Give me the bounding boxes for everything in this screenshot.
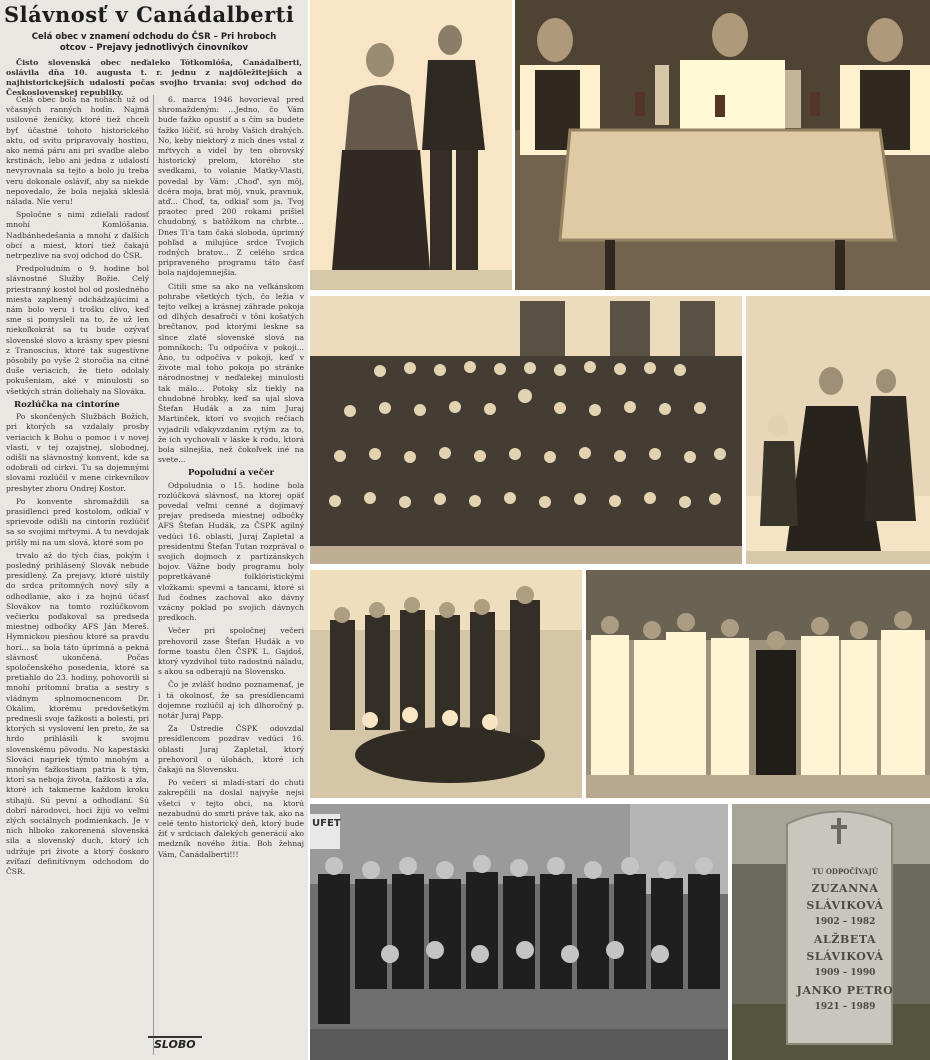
inscription-line: JANKO PETRO	[796, 984, 894, 997]
photo-folk-group	[310, 570, 582, 798]
photo-confirmation-group	[586, 570, 930, 798]
paragraph: trvalo až do tých čias, pokým i posledný prihlásený Slovák nebude presídlený. Za prejavy, ktoré uistily do srdca prítomných nový síly a odhodlanie, ako i za hojnú účasť Slovákov na tomto rozlúčkovom večierku poďakoval sa predseda miestnej odbočky AFS Ján Mereš. Hymnickou piesňou ktoré sa pravdu hori... sa bola táto úprimná a pekná slávnosť ukončená. Počas spoločenského posedenia, ktoré sa pretiahlo do 23. hodiny, pohovorili si mnohí prítomní bratia a sestry s vládnym splnomocnencom Dr. Okálim, ktorému predovšetkým prednesli svoje ťažkosti a bolesti, pri ktorých si vyslovení len preto, že sa hrdo prihlásili k svojmu slovenskému pôvodu. No kapestáski Slováci napriek týmto mnohým a mnohým ťažkostiam patria k tým, ktorí sa neboja života, ťažkosti a zla, ktoré ich takmerne každom kroku stihajú. Sú pevní a odhodlaní. Sú dobrí národovci, hoci žijú vo veľmi zlých sociálnych podmienkach. Je v nich hlboko zakorenená slovenská sila a slovenský duch, ktorý ich udržuje pri živote a ktorý čoskoro zvíťazí definitívnym odchodom do ČSR.	[6, 550, 149, 877]
paragraph: Odpoludnia o 15. hodine bola rozlúčková slávnosť, na ktorej opäť povedal veľmi cenné a dojímavý prejav predseda miestnej odbočky AFS Štefan Hudák, za ČSPK agilný vedúci 16. oblasti, Juraj Zapletal a presidentmi Štefan Tutan rozprával o svojich dojmoch z partizánskych bojov. Vážne body programu boly popretkávané folklóristickými vložkami: spevmi a tancami, ktoré si ľud čodnes zachoval ako dávny vzácny poklad po svojich dávnych predkoch.	[158, 480, 304, 623]
photo-school-class	[310, 296, 742, 564]
paragraph: Citili sme sa ako na veľkánskom pohrabe všetkých tých, čo ležia v tejto veľkej a krásnej záhrade pokoja od dlhých desaťročí v tôni košatých brečtanov, pod ktorými leskne sa slnce zlaté slovenské slová na pomníkoch: Tu odpočíva v pokoji... Áno, tu odpočíva v pokoji, keď v živote mal toho pokoja po stránke národnostnej v neďalekej minulosti tak málo... Potoky sĺz tiekly na chudobné hrobky, keď sa ujal slova Štefan Hudák a za ním Juraj Martinček, ktorí vo svojich rečiach vyjadrili vďakyvzdaním rytým za to, že ich vychovali v láske k rodu, ktorá bola silnejšia, než čokoľvek iné na svete...	[158, 281, 304, 465]
paragraph: Po večeri si mladí-starí do chuti zakrepčili na doslal najvyše nejsi všetci v tejto obci, na ktorú nezabudnú do smrti práve tak, ako na celé tento historický deň, ktorý bude žiť v srdciach ďalekých generácií ako medzník nového žitia. Boh žehnaj Vám, Čanádalberti!!!	[158, 778, 304, 859]
banner-sign: UFET	[312, 818, 341, 829]
inscription-line: SLÁVIKOVÁ	[806, 899, 884, 912]
paragraph: Čo je zvlášť hodno poznamenať, je i tá okolnosť, že sa presídlencami dojemne rozlúčil aj ich dlhoročný p. notár Juraj Papp.	[158, 680, 304, 720]
paragraph: Celá obec bola na nohách už od včasných ranných hodín. Najmä usilovné ženičky, ktoré tiež chceli byť účastné tohoto historického aktu, od svitu pripravovaly hostinu, ako nemá páru ani pri svadbe alebo krstinách, lebo ani jedna z udalostí nevyrovnala sa tejto a bolo ju treba veru dokonale osláviť, aby sa niekde nepovedalo, že bola nejaká skleslá nálada. Nie veru!	[6, 95, 149, 207]
photo-couple-portrait	[310, 0, 512, 290]
paragraph: Po konvente shromaždili sa prasidlenci pred kostolom, odkiaľ v sprievode odišli na cintorín rozlúčiť sa so svojimi mŕtvymi. A tu nevdojak prišly mi na um slová, ktoré som po	[6, 496, 149, 547]
newspaper-clipping	[0, 0, 308, 1060]
inscription-line: 1921 – 1989	[814, 1002, 876, 1012]
newspaper-lead	[6, 58, 302, 97]
paragraph: Po skončených Službách Božích, pri ktorých sa vzdalaly prosby veriacich k Bohu o pomoc i v novej vlasti, v tej ozajstnej, slobodnej, odišli na slávnostný konvent, kde sa odobrali od cirkvi. Tu sa dojemnými slovami rozlúčil v mene cirkevníkov presbyter zboru Ondrej Kostor.	[6, 412, 149, 493]
paragraph: Večer pri spoločnej večeri prehovoril zase Štefan Hudák a vo forme toastu člen ČSPK L. Gajdoš, ktorý vyzdvihol túto radostnú náladu, s akou sa odberajú na Slovensko.	[158, 626, 304, 677]
gravestone-inscription	[790, 863, 900, 1016]
paragraph: 6. marca 1946 hovorieval pred shromaždeným: ...Jedno, čo Vám bude ťažko opustiť a s čím sa budete ťažko lúčiť, sú hroby Vašich drahých. No, keby niektorý z nich dnes vstal z mŕtvych a videl by ten obrovský historický prelom, ktorého ste svedkami, to volanie Matky-Vlasti, povedal by Vám: ‚Choď', syn môj, dcéra moja, brat môj, vnuk, pravnuk, atď... Choď, ta, odkiaľ som ja. Tvoj praotec pred 200 rokami prišiel chudobný, s batôžkom na chrbte... Dnes Ti'a tam čaká sloboda, úprimný pohľad a milujúce srdce Tvojich rodných bratov... Z celého srdca pripraveného programu táto časť bola najdojemnejšia.	[158, 95, 304, 278]
subtitle-line: Celá obec v znamení odchodu do ČSR – Pri hroboch	[31, 32, 277, 42]
section-heading: Popoludní a večer	[188, 468, 274, 479]
newspaper-title: Slávnosť v Canádalberti	[4, 2, 295, 27]
newspaper-subtitle	[4, 32, 304, 54]
newspaper-signature: SLOBO	[148, 1036, 202, 1051]
inscription-line: ZUZANNA	[811, 882, 879, 895]
newspaper-column-right	[158, 95, 304, 1055]
photo-men-at-table	[515, 0, 930, 290]
paragraph: Predpoludním o 9. hodine bol slávnostné Služby Božie. Celý priestranný kostol bol od posledného miesta zaplnený odchádzajúcimi a nám bolo veru i trošku clivo, keď sme si pomysleli na to, že už len niekoľkokrát sa tu bude ozývať slovenské slovo a krásny spev piesní z Tranoscius, ktoré tak sugestívne pôsobily po vyše 2 storočia na citné duše veriacich, že tieto odolaly pokušeniam, aké v minulosti so všetkých strán doliehaly na Slováka.	[6, 264, 149, 396]
inscription-line: 1909 – 1990	[814, 968, 876, 978]
inscription-line: ALŽBETA	[813, 933, 877, 946]
paragraph: Spoločne s nimi zdieľali radosť mnohí Komlóšania. Nadbánhedešania a mnohí z ďalších obcí a miest, ktorí tiež čakajú netrpezlive na svoj odchod do ČSR.	[6, 210, 149, 261]
subtitle-line: otcov – Prejavy jednotlivých činovníkov	[59, 43, 249, 53]
inscription-line: 1902 – 1982	[814, 917, 876, 927]
lead-paragraph: Čisto slovenská obec neďaleko Tótkomlóša, Canádalberti, oslávila dňa 10. augusta t. r. jednu z najdôležitejších a najhistorickejších udalostí počas svojho trvania: svoj odchod do Československej republiky.	[6, 58, 302, 97]
column-divider	[153, 95, 154, 1055]
section-heading: Rozlúčka na cintoríne	[14, 399, 120, 410]
photo-woman-with-children	[746, 296, 930, 564]
paragraph: Za Ústredie ČSPK odovzdal presídlencom pozdrav vedúci 16. oblasti Juraj Zapletal, ktorý prehovoril o úlohách, ktoré ich čakajú na Slovensku.	[158, 724, 304, 774]
newspaper-column-left	[6, 95, 149, 1030]
photo-sports-team	[310, 804, 728, 1060]
inscription-line: TU ODPOČÍVAJÚ	[812, 867, 878, 876]
inscription-line: SLÁVIKOVÁ	[806, 950, 884, 963]
gravestone-cross-icon	[829, 816, 849, 846]
